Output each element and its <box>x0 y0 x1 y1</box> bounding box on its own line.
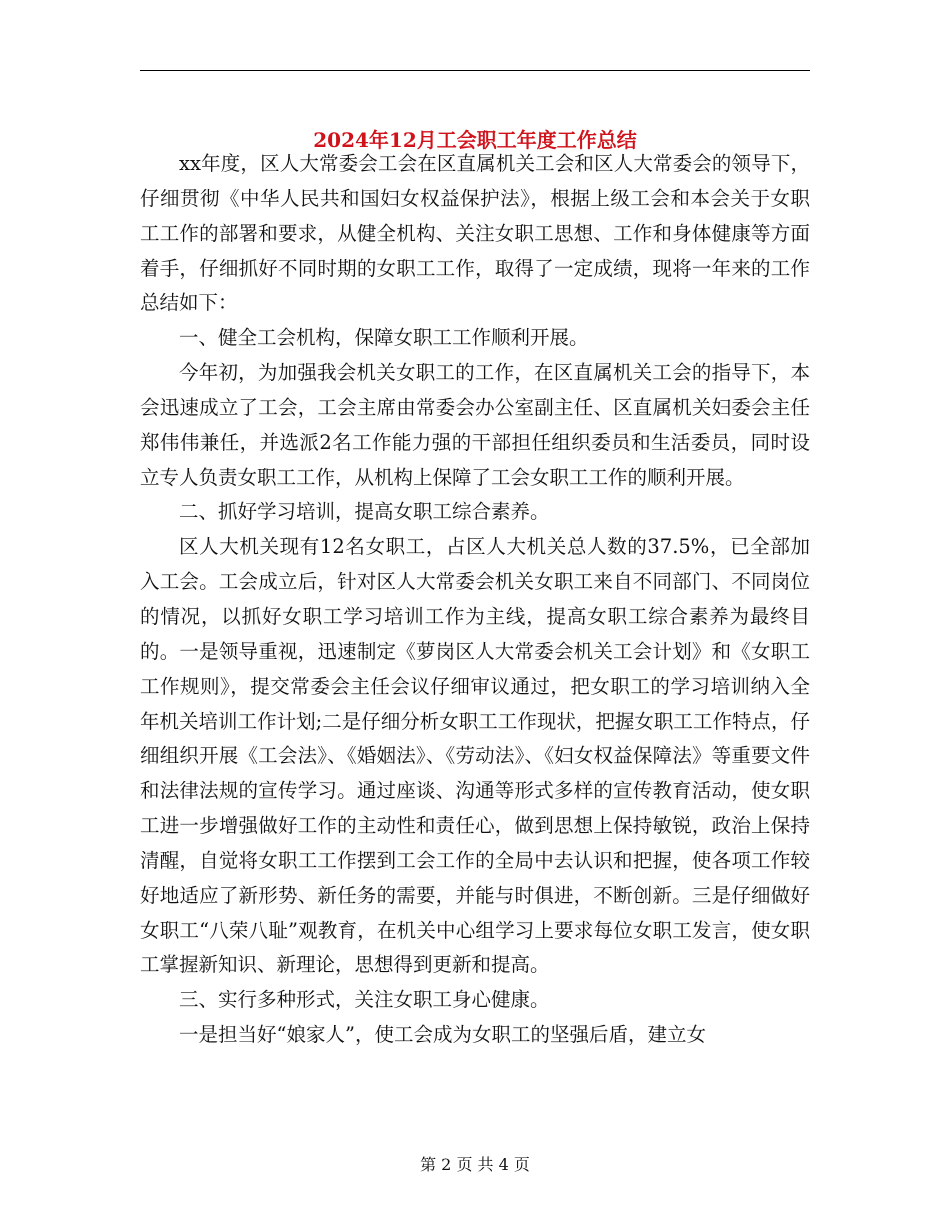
paragraph-section-1: 今年初，为加强我会机关女职工的工作，在区直属机关工会的指导下，本会迅速成立了工会，工会主席由常委会办公室副主任、区直属机关妇委会主任郑伟伟兼任，并选派2名工作能力强的干部担任组织委员和生活委员，同时设立专人负责女职工工作，从机构上保障了工会女职工工作的顺利开展。 <box>140 361 810 489</box>
header-rule <box>140 70 810 71</box>
paragraph-section-2: 区人大机关现有12名女职工，占区人大机关总人数的37.5%，已全部加入工会。工会成立后，针对区人大常委会机关女职工来自不同部门、不同岗位的情况，以抓好女职工学习培训工作为主线，提高女职工综合素养为最终目的。一是领导重视，迅速制定《萝岗区人大常委会机关工会计划》和《女职工工作规则》，提交常委会主任会议仔细审议通过，把女职工的学习培训纳入全年机关培训工作计划;二是仔细分析女职工工作现状，把握女职工工作特点，仔细组织开展《工会法》、《婚姻法》、《劳动法》、《妇女权益保障法》等重要文件和法律法规的宣传学习。通过座谈、沟通等形式多样的宣传教育活动，使女职工进一步增强做好工作的主动性和责任心，做到思想上保持敏锐，政治上保持清醒，自觉将女职工工作摆到工会工作的全局中去认识和把握，使各项工作较好地适应了新形势、新任务的需要，并能与时俱进，不断创新。三是仔细做好女职工“八荣八耻”观教育，在机关中心组学习上要求每位女职工发言，使女职工掌握新知识、新理论，思想得到更新和提高。 <box>140 535 810 977</box>
document-body <box>140 147 810 1053</box>
section-heading-2: 二、抓好学习培训，提高女职工综合素养。 <box>179 500 550 524</box>
section-heading-3: 三、实行多种形式，关注女职工身心健康。 <box>179 988 550 1012</box>
paragraph-section-3: 一是担当好“娘家人”，使工会成为女职工的坚强后盾，建立女 <box>179 1023 706 1047</box>
section-heading-1: 一、健全工会机构，保障女职工工作顺利开展。 <box>179 326 589 350</box>
paragraph-intro: xx年度，区人大常委会工会在区直属机关工会和区人大常委会的领导下，仔细贯彻《中华人民共和国妇女权益保护法》，根据上级工会和本会关于女职工工作的部署和要求，从健全机构、关注女职工思想、工作和身体健康等方面着手，仔细抓好不同时期的女职工工作，取得了一定成绩，现将一年来的工作总结如下： <box>140 152 810 315</box>
page-footer: 第 2 页 共 4 页 <box>420 1155 530 1174</box>
document-title: 2024年12月工会职工年度工作总结 <box>313 128 637 153</box>
